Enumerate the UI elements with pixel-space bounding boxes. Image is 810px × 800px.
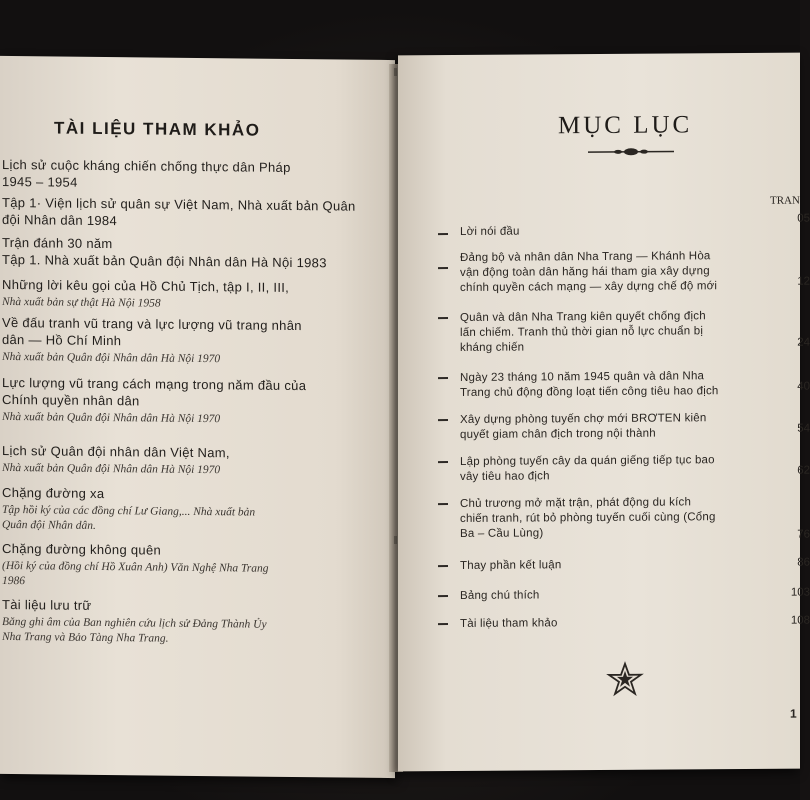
dash-marker [438, 503, 448, 505]
toc-page-number: 103 [790, 586, 810, 599]
toc-page-number: 54 [797, 422, 810, 435]
dash-marker [438, 595, 448, 597]
toc-title: Xây dựng phòng tuyến chợ mới BRƠTEN kiên quyết giam chân địch trong nội thành [460, 412, 707, 441]
entry-detail: Nhà xuất bản sự thật Hà Nội 1958 [2, 295, 161, 310]
entry-detail: (Hồi ký của đồng chí Hồ Xuân Anh) Văn Nghệ Nha Trang 1986 [2, 559, 269, 588]
bibliography-entry [2, 374, 374, 429]
bibliography-entry [2, 596, 374, 649]
dash-marker [438, 267, 448, 269]
binding-stitch [394, 68, 397, 76]
toc-entry [438, 556, 810, 572]
star-icon [608, 662, 642, 696]
toc-title: Ngày 23 tháng 10 năm 1945 quân và dân Nha Trang chủ động đồng loạt tiến công tiêu hao địch [460, 370, 719, 399]
entry-heading: Lực lượng vũ trang cách mạng trong năm đầu của Chính quyền nhân dân [2, 374, 307, 409]
entry-detail: Băng ghi âm của Ban nghiên cứu lịch sử Đảng Thành Ủy Nha Trang và Bảo Tàng Nha Trang. [2, 615, 267, 645]
dash-marker [438, 233, 448, 235]
dash-marker [438, 317, 448, 319]
toc-page-number: 62 [797, 464, 810, 477]
bibliography-entry [2, 442, 374, 480]
toc-entry [438, 369, 810, 399]
toc-title: Tài liệu tham khảo [460, 617, 558, 630]
right-page [398, 53, 810, 772]
toc-title: Quân và dân Nha Trang kiên quyết chống địch lấn chiếm. Tranh thủ thời gian nỗ lực chuẩn bị kháng chiến [460, 310, 706, 354]
page-corner-number: 1 [790, 706, 797, 721]
toc-entry [438, 614, 810, 630]
toc-page-number: 86 [797, 556, 810, 569]
toc-title: Lập phòng tuyến cây da quán giếng tiếp tục bao vây tiêu hao địch [460, 454, 715, 483]
entry-heading: Về đấu tranh vũ trang và lực lượng vũ trang nhân dân — Hồ Chí Minh [2, 314, 302, 349]
toc-entry [438, 212, 810, 238]
bibliography-entry [2, 156, 374, 194]
bibliography-title: TÀI LIỆU THAM KHẢO [54, 118, 261, 140]
binding-stitch [394, 536, 397, 544]
toc-page-number: 24 [797, 336, 810, 349]
bibliography-entry [2, 276, 374, 314]
toc-title: Chủ trương mở mặt trận, phát động du kích chiến tranh, rút bỏ phòng tuyến cuối cùng (Cổng Ba – Cầu Lùng) [460, 496, 716, 540]
dash-marker [438, 461, 448, 463]
toc-entry [438, 411, 810, 441]
page-column-header: TRAN [770, 194, 800, 207]
entry-heading: Tập 1· Viện lịch sử quân sự Việt Nam, Nhà xuất bản Quân đội Nhân dân 1984 [2, 194, 356, 229]
toc-page-number: 05 [797, 212, 810, 225]
toc-entry [438, 586, 810, 602]
bibliography-entry [2, 194, 374, 232]
entry-heading: Lịch sử Quân đội nhân dân Việt Nam, [2, 442, 230, 461]
toc-entry [438, 453, 810, 483]
toc-page-number: 12 [797, 275, 810, 288]
toc-page-number: 108 [790, 614, 810, 627]
dash-marker [438, 623, 448, 625]
entry-detail: Nhà xuất bản Quân đội Nhân dân Hà Nội 1970 [2, 410, 221, 426]
dash-marker [438, 419, 448, 421]
dash-marker [438, 377, 448, 379]
bibliography-entry [2, 234, 374, 272]
entry-heading: Lịch sử cuộc kháng chiến chống thực dân Pháp 1945 – 1954 [2, 156, 291, 190]
bibliography-entry [2, 484, 374, 537]
dash-marker [438, 565, 448, 567]
toc-page-number: 40 [797, 380, 810, 393]
toc-title: Thay phần kết luận [460, 559, 562, 572]
entry-detail: Nhà xuất bản Quân đội Nhân dân Hà Nội 1970 [2, 461, 221, 477]
entry-heading: Tài liệu lưu trữ [2, 596, 92, 613]
toc-title: Bảng chú thích [460, 589, 540, 602]
bibliography-entry [2, 314, 374, 369]
title-flourish [588, 145, 674, 158]
entry-detail: Tập hồi ký của các đồng chí Lư Giang,... Nhà xuất bản Quân đội Nhân dân. [2, 503, 256, 532]
entry-heading: Những lời kêu gọi của Hồ Chủ Tịch, tập I, II, III, [2, 276, 290, 295]
bibliography-entry [2, 540, 374, 593]
toc-page-number: 76 [797, 528, 810, 541]
toc-entry [438, 309, 810, 354]
toc-title: Đảng bộ và nhân dân Nha Trang — Khánh Hòa vận động toàn dân hăng hái tham gia xây dựng chính quyền cách mạng — xây dựng chế độ mới [460, 250, 718, 294]
contents-title: MỤC LỤC [558, 111, 693, 140]
toc-title: Lời nói đầu [460, 225, 520, 238]
entry-heading: Chặng đường không quên [2, 540, 162, 558]
entry-detail: Nhà xuất bản Quân đội Nhân dân Hà Nội 1970 [2, 350, 221, 366]
toc-entry [438, 495, 810, 541]
toc-entry [438, 249, 810, 294]
left-page [0, 56, 395, 778]
entry-heading: Chặng đường xa [2, 484, 105, 502]
entry-heading: Trận đánh 30 năm Tập 1. Nhà xuất bản Quân đội Nhân dân Hà Nội 1983 [2, 234, 327, 271]
